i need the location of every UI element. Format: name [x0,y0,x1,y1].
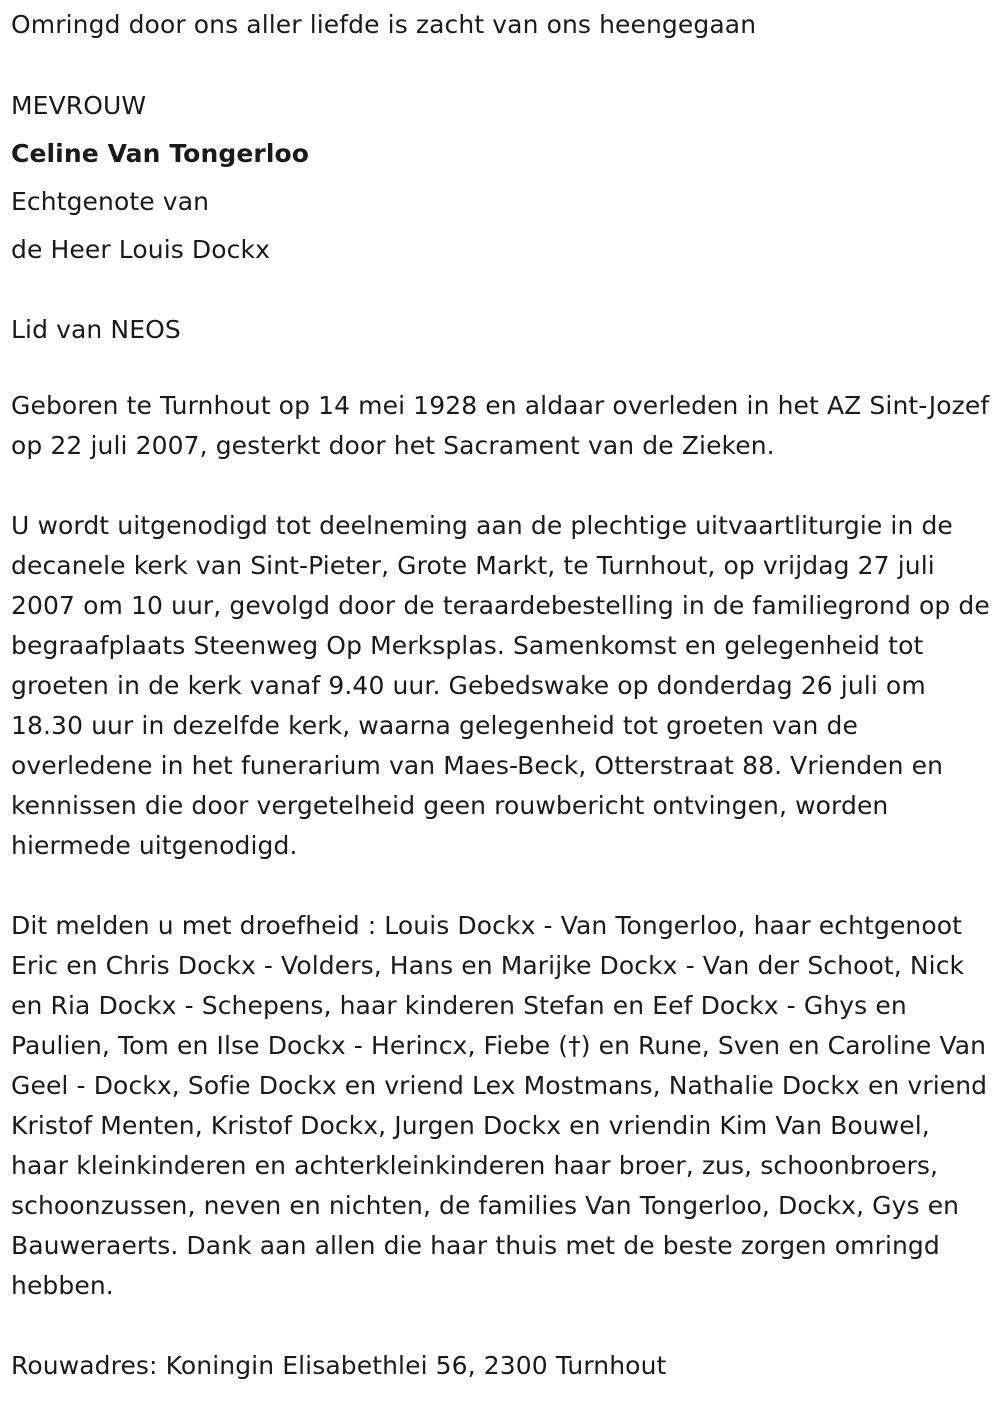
spacer [11,354,991,386]
obituary-notice [11,0,991,1386]
title-text: MEVROUW [11,91,147,120]
spacer [11,466,991,506]
family-paragraph: Dit melden u met droefheid : Louis Dockx - Van Tongerloo, haar echtgenoot Eric en Chris Dockx - Volders, Hans en Marijke Dockx - Van der Schoot, Nick en Ria Dockx - Schepens, haar kinderen Stefan en Eef Dockx - Ghys en Paulien, Tom en Ilse Dockx - Herincx, Fiebe (†) en Rune, Sven en Caroline Van Geel - Dockx, Sofie Dockx en vriend Lex Mostmans, Nathalie Dockx en vriend Kristof Menten, Kristof Dockx, Jurgen Dockx en vriendin Kim Van Bouwel, haar kleinkinderen en achterkleinkinderen haar broer, zus, schoonbroers, schoonzussen, neven en nichten, de families Van Tongerloo, Dockx, Gys en Bauweraerts. Dank aan allen die haar thuis met de beste zorgen omringd hebben. [11,911,988,1300]
spacer [11,1306,991,1346]
spacer [11,866,991,906]
funeral-info-paragraph: U wordt uitgenodigd tot deelneming aan de plechtige uitvaartliturgie in de decanele kerk van Sint-Pieter, Grote Markt, te Turnhout, op vrijdag 27 juli 2007 om 10 uur, gevolgd door de teraardebestelling in de familiegrond op de begraafplaats Steenweg Op Merksplas. Samenkomst en gelegenheid tot groeten in de kerk vanaf 9.40 uur. Gebedswake op donderdag 26 juli om 18.30 uur in dezelfde kerk, waarna gelegenheid tot groeten van de overledene in het funerarium van Maes-Beck, Otterstraat 88. Vrienden en kennissen die door vergetelheid geen rouwbericht ontvingen, worden hiermede uitgenodigd. [11,511,990,860]
birth-death-paragraph: Geboren te Turnhout op 14 mei 1928 en aldaar overleden in het AZ Sint-Jozef op 22 juli 2007, gesterkt door het Sacrament van de Zieken. [11,391,990,460]
spacer [11,50,991,82]
deceased-name: Celine Van Tongerloo [11,139,310,168]
intro-text: Omringd door ons aller liefde is zacht van ons heengegaan [11,10,757,39]
spacer [11,274,991,306]
spouse-line-2: de Heer Louis Dockx [11,235,270,264]
membership-text: Lid van NEOS [11,315,181,344]
spouse-line-1: Echtgenote van [11,187,210,216]
mourning-address: Rouwadres: Koningin Elisabethlei 56, 2300 Turnhout [11,1351,667,1380]
